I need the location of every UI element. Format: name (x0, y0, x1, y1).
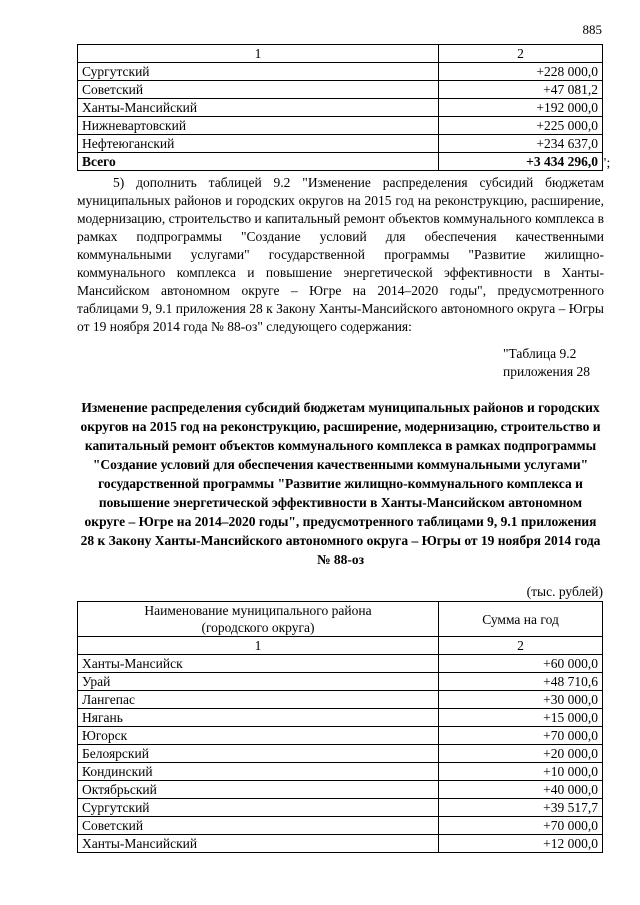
municipality-name: Ханты-Мансийск (78, 655, 439, 673)
subsidy-amount: +48 710,6 (439, 673, 603, 691)
municipality-name: Советский (78, 81, 439, 99)
total-row (78, 153, 603, 171)
column-header-name-line-2: (городского округа) (201, 620, 315, 635)
subsidy-amount: +225 000,0 (439, 117, 603, 135)
table-index-row (78, 637, 603, 655)
municipality-name: Октябрьский (78, 781, 439, 799)
municipality-name: Сургутский (78, 799, 439, 817)
municipality-name: Лангепас (78, 691, 439, 709)
subsidy-amount: +228 000,0 (439, 63, 603, 81)
table-header-row (78, 602, 603, 637)
units-label: (тыс. рублей) (526, 584, 603, 599)
caption-line-1: "Таблица 9.2 (503, 346, 577, 361)
column-header-name-line-1: Наименование муниципального района (144, 603, 372, 618)
table-row (78, 727, 603, 745)
column-header-name (78, 602, 439, 637)
caption-line-2: приложения 28 (503, 364, 591, 379)
municipality-name: Советский (78, 817, 439, 835)
closing-quote: "; (601, 155, 611, 170)
table-row (78, 835, 603, 853)
table-row (78, 691, 603, 709)
municipality-name: Ханты-Мансийский (78, 99, 439, 117)
subsidy-table-continued (77, 44, 603, 171)
subsidy-amount: +39 517,7 (439, 799, 603, 817)
table-row (78, 781, 603, 799)
table-row (78, 117, 603, 135)
municipality-name: Урай (78, 673, 439, 691)
subsidy-amount: +10 000,0 (439, 763, 603, 781)
subsidy-amount: +40 000,0 (439, 781, 603, 799)
subsidy-amount: +47 081,2 (439, 81, 603, 99)
amendment-text: 5) дополнить таблицей 9.2 "Изменение распределения субсидий бюджетам муниципальных районов и городских округов на 2015 год на реконструкцию, расширение, модернизацию, строительство и капитальный ремонт объектов коммунального комплекса в рамках подпрограммы "Создание условий для обеспечения качественными коммунальными услугами" государственной программы "Развитие жилищно-коммунального комплекса и повышение энергетической эффективности в Ханты-Мансийском автономном округе – Югре на 2014–2020 годы", предусмотренного таблицами 9, 9.1 приложения 28 к Закону Ханты-Мансийского автономного округа – Югры от 19 ноября 2014 года № 88-оз" следующего содержания: (77, 175, 604, 334)
subsidy-table-9-2 (77, 601, 603, 853)
municipality-name: Кондинский (78, 763, 439, 781)
subsidy-amount: +15 000,0 (439, 709, 603, 727)
column-index-2: 2 (439, 45, 603, 63)
total-value: +3 434 296,0 (439, 153, 603, 171)
municipality-name: Ханты-Мансийский (78, 835, 439, 853)
table-row (78, 655, 603, 673)
table-row (78, 709, 603, 727)
table-row (78, 673, 603, 691)
subsidy-amount: +234 637,0 (439, 135, 603, 153)
table-row (78, 817, 603, 835)
municipality-name: Нягань (78, 709, 439, 727)
municipality-name: Сургутский (78, 63, 439, 81)
subsidy-amount: +70 000,0 (439, 727, 603, 745)
subsidy-amount: +20 000,0 (439, 745, 603, 763)
total-label: Всего (78, 153, 439, 171)
subsidy-amount: +60 000,0 (439, 655, 603, 673)
column-index-1: 1 (78, 45, 439, 63)
column-header-sum: Сумма на год (439, 602, 603, 637)
table-index-row (78, 45, 603, 63)
table-row (78, 99, 603, 117)
column-index-1: 1 (78, 637, 439, 655)
table-row (78, 763, 603, 781)
subsidy-amount: +192 000,0 (439, 99, 603, 117)
amendment-paragraph (77, 174, 604, 336)
table-row (78, 135, 603, 153)
subsidy-amount: +30 000,0 (439, 691, 603, 709)
table-row (78, 799, 603, 817)
page-number: 885 (582, 22, 602, 37)
table-caption (503, 345, 590, 381)
table-row (78, 63, 603, 81)
municipality-name: Югорск (78, 727, 439, 745)
subsidy-amount: +12 000,0 (439, 835, 603, 853)
subsidy-amount: +70 000,0 (439, 817, 603, 835)
table-row (78, 745, 603, 763)
municipality-name: Нижневартовский (78, 117, 439, 135)
table-row (78, 81, 603, 99)
column-index-2: 2 (439, 637, 603, 655)
municipality-name: Белоярский (78, 745, 439, 763)
table-heading: Изменение распределения субсидий бюджетам муниципальных районов и городских округов на 2015 год на реконструкцию, расширение, модернизацию, строительство и капитальный ремонт объектов коммунального комплекса в рамках подпрограммы "Создание условий для обеспечения качественными коммунальными услугами" государственной программы "Развитие жилищно-коммунального комплекса и повышение энергетической эффективности в Ханты-Мансийском автономном округе – Югре на 2014–2020 годы", предусмотренного таблицами 9, 9.1 приложения 28 к Закону Ханты-Мансийского автономного округа – Югры от 19 ноября 2014 года № 88-оз (80, 400, 601, 567)
municipality-name: Нефтеюганский (78, 135, 439, 153)
